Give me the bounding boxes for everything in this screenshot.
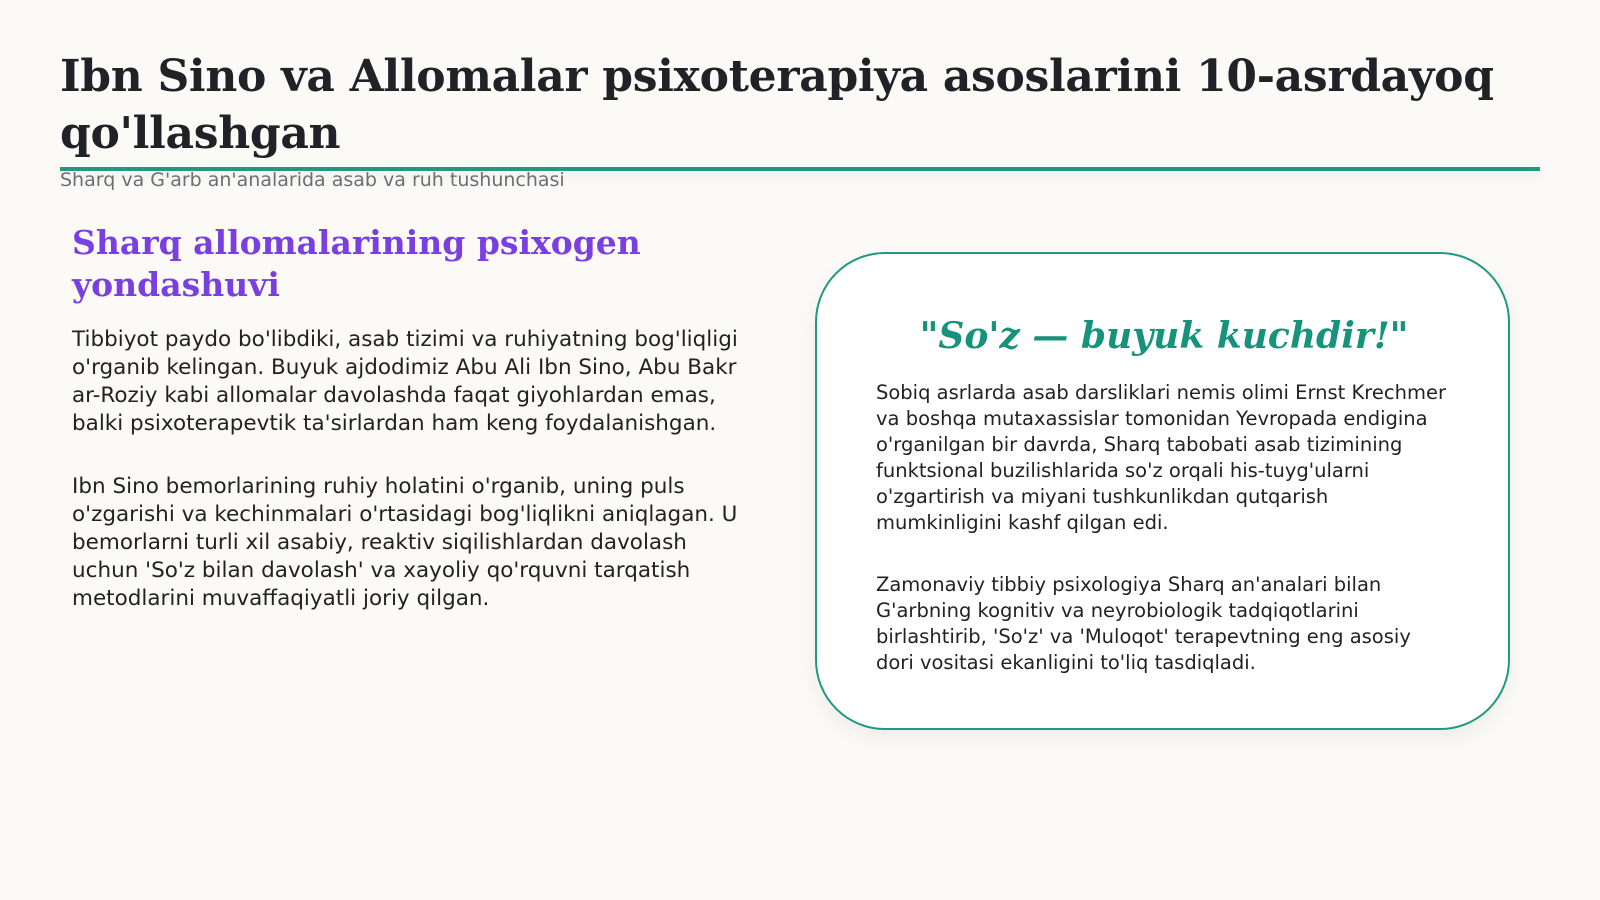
section-heading: Sharq allomalarining psixogen yondashuvi — [72, 223, 641, 304]
quote-title: "So'z — buyuk kuchdir!" — [919, 315, 1409, 357]
slide-title: Ibn Sino va Allomalar psixoterapiya asoslarini 10-asrdayoq qo'llashgan — [60, 51, 1494, 159]
quote-paragraph: Zamonaviy tibbiy psixologiya Sharq an'analari bilan G'arbning kognitiv va neyrobiologik tadqiqotlarini birlashtirib, 'So'z' va 'Muloqot' terapevtning eng asosiy dori vositasi ekanligini to'liq tasdiqladi. — [876, 573, 1411, 674]
quote-paragraph: Sobiq asrlarda asab darsliklari nemis olimi Ernst Krechmer va boshqa mutaxassislar tomonidan Yevropada endigina o'rganilgan bir davrda, Sharq tabobati asab tizimining funktsional buzilishlarida so'z orqali his-tuyg'ularni o'zgartirish va miyani tushkunlikdan qutqarish mumkinligini kashf qilgan edi. — [876, 381, 1446, 534]
quote-card — [815, 252, 1510, 730]
left-content-column — [72, 222, 752, 648]
body-paragraph: Tibbiyot paydo bo'libdiki, asab tizimi va ruhiyatning bog'liqligi o'rganib kelingan. Buyuk ajdodimiz Abu Ali Ibn Sino, Abu Bakr ar-Roziy kabi allomalar davolashda faqat giyohlardan emas, balki psixoterapevtik ta'sirlardan ham keng foydalanishgan. — [72, 327, 738, 436]
body-paragraph: Ibn Sino bemorlarining ruhiy holatini o'rganib, uning puls o'zgarishi va kechinmalari o'rtasidagi bog'liqlikni aniqlagan. U bemorlarni turli xil asabiy, reaktiv siqilishlardan davolash uchun 'So'z bilan davolash' va xayoliy qo'rquvni tarqatish metodlarini muvaffaqiyatli joriy qilgan. — [72, 474, 738, 611]
slide-subtitle: Sharq va G'arb an'analarida asab va ruh tushunchasi — [60, 169, 565, 191]
